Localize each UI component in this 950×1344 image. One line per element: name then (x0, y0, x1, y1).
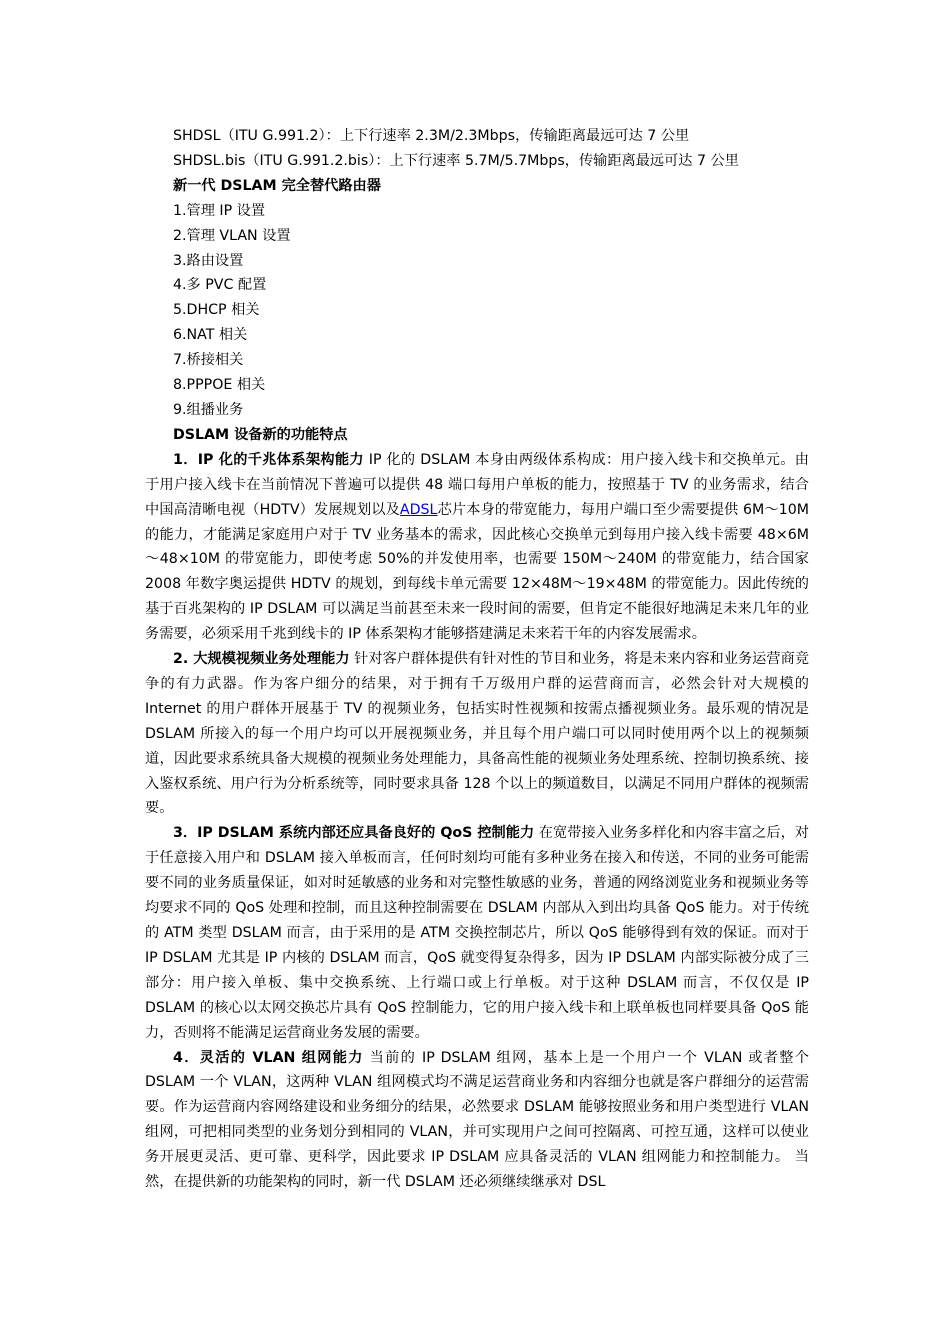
features-heading: DSLAM 设备新的功能特点 (173, 426, 348, 443)
feature-paragraph-4 (145, 1046, 809, 1195)
feature-paragraph-3 (145, 821, 809, 1045)
feature-text-1a: IP 化的 DSLAM 本身由两级体系构成：用户接入线卡和交换单元。由于用户接入线卡在当前情况下普遍可以提供 48 端口每用户单板的能力，按照基于 TV 的业务需求，结合中国高清晰电视（HDTV）发展规划以及 (145, 451, 809, 518)
router-item: 7.桥接相关 (173, 352, 244, 369)
feature-text-3: 在宽带接入业务多样化和内容丰富之后，对于任意接入用户和 DSLAM 接入单板而言，任何时刻均可能有多种业务在接入和传送，不同的业务可能需要不同的业务质量保证，如对时延敏感的业务和对完整性敏感的业务，普通的网络浏览业务和视频业务等均要求不同的 QoS 处理和控制，而且这种控制需要在 DSLAM 内部从入到出均具备 QoS 能力。对于传统的 ATM 类型 DSLAM 而言，由于采用的是 ATM 交换控制芯片，所以 QoS 能够得到有效的保证。而对于 IP DSLAM 尤其是 IP 内核的 DSLAM 而言，QoS 就变得复杂得多，因为 IP DSLAM 内部实际被分成了三部分：用户接入单板、集中交换系统、上行端口或上行单板。对于这种 DSLAM 而言，不仅仅是 IP DSLAM 的核心以太网交换芯片具有 QoS 控制能力，它的用户接入线卡和上联单板也同样要具备 QoS 能力，否则将不能满足运营商业务发展的需要。 (145, 825, 809, 1041)
feature-paragraph-1 (145, 448, 809, 647)
router-item: 6.NAT 相关 (173, 327, 248, 344)
feature-paragraph-2 (145, 647, 809, 821)
feature-title-1: 1．IP 化的千兆体系架构能力 (173, 451, 364, 468)
feature-text-2: 针对客户群体提供有针对性的节目和业务，将是未来内容和业务运营商竞争的有力武器。作为客户细分的结果，对于拥有千万级用户群的运营商而言，必然会针对大规模的 Internet 的用户群体开展基于 TV 的视频业务，包括实时性视频和按需点播视频业务。最乐观的情况是 DSLAM 所接入的每一个用户均可以开展视频业务，并且每个用户端口可以同时使用两个以上的视频频道，因此要求系统具备大规模的视频业务处理能力，具备高性能的视频业务处理系统、控制切换系统、接入鉴权系统、用户行为分析系统等，同时要求具备 128 个以上的频道数目，以满足不同用户群体的视频需要。 (145, 651, 810, 817)
shdsl-bis-spec: SHDSL.bis（ITU G.991.2.bis）：上下行速率 5.7M/5.7Mbps，传输距离最远可达 7 公里 (173, 152, 739, 169)
feature-text-4: 当前的 IP DSLAM 组网，基本上是一个用户一个 VLAN 或者整个 DSLAM 一个 VLAN，这两种 VLAN 组网模式均不满足运营商业务和内容细分也就是客户群细分的运营需要。作为运营商内容网络建设和业务细分的结果，必然要求 DSLAM 能够按照业务和用户类型进行 VLAN 组网，可把相同类型的业务划分到相同的 VLAN，并可实现用户之间可控隔离、可控互通，这样可以使业务开展更灵活、更可靠、更科学，因此要求 IP DSLAM 应具备灵活的 VLAN 组网能力和控制能力。 当然，在提供新的功能架构的同时，新一代 DSLAM 还必须继续继承对 DSL (145, 1049, 809, 1191)
feature-text-1b: 芯片本身的带宽能力，每用户端口至少需要提供 6M～10M 的能力，才能满足家庭用户对于 TV 业务基本的需求，因此核心交换单元到每用户接入线卡需要 48×6M～48×10M 的带宽能力，即使考虑 50%的并发使用率，也需要 150M～240M 的带宽能力，结合国家 2008 年数字奥运提供 HDTV 的规划，到每线卡单元需要 12×48M～19×48M 的带宽能力。因此传统的基于百兆架构的 IP DSLAM 可以满足当前甚至未来一段时间的需要，但肯定不能很好地满足未来几年的业务需要，必须采用千兆到线卡的 IP 体系架构才能够搭建满足未来若干年的内容发展需求。 (145, 501, 810, 643)
router-item: 4.多 PVC 配置 (173, 277, 267, 294)
router-item: 5.DHCP 相关 (173, 302, 260, 319)
router-item: 8.PPPOE 相关 (173, 377, 266, 394)
feature-title-4: 4．灵活的 VLAN 组网能力 (173, 1049, 364, 1066)
router-item: 3.路由设置 (173, 252, 244, 269)
shdsl-spec: SHDSL（ITU G.991.2）：上下行速率 2.3M/2.3Mbps，传输距离最远可达 7 公里 (173, 128, 690, 144)
adsl-link[interactable]: ADSL (399, 501, 438, 518)
document-page (145, 124, 809, 1195)
router-item: 2.管理 VLAN 设置 (173, 227, 291, 244)
router-section-heading: 新一代 DSLAM 完全替代路由器 (173, 177, 381, 194)
router-item: 9.组播业务 (173, 401, 244, 418)
feature-title-3: 3．IP DSLAM 系统内部还应具备良好的 QoS 控制能力 (173, 825, 535, 842)
router-item: 1.管理 IP 设置 (173, 202, 266, 219)
feature-title-2: 2. 大规模视频业务处理能力 (173, 651, 350, 668)
